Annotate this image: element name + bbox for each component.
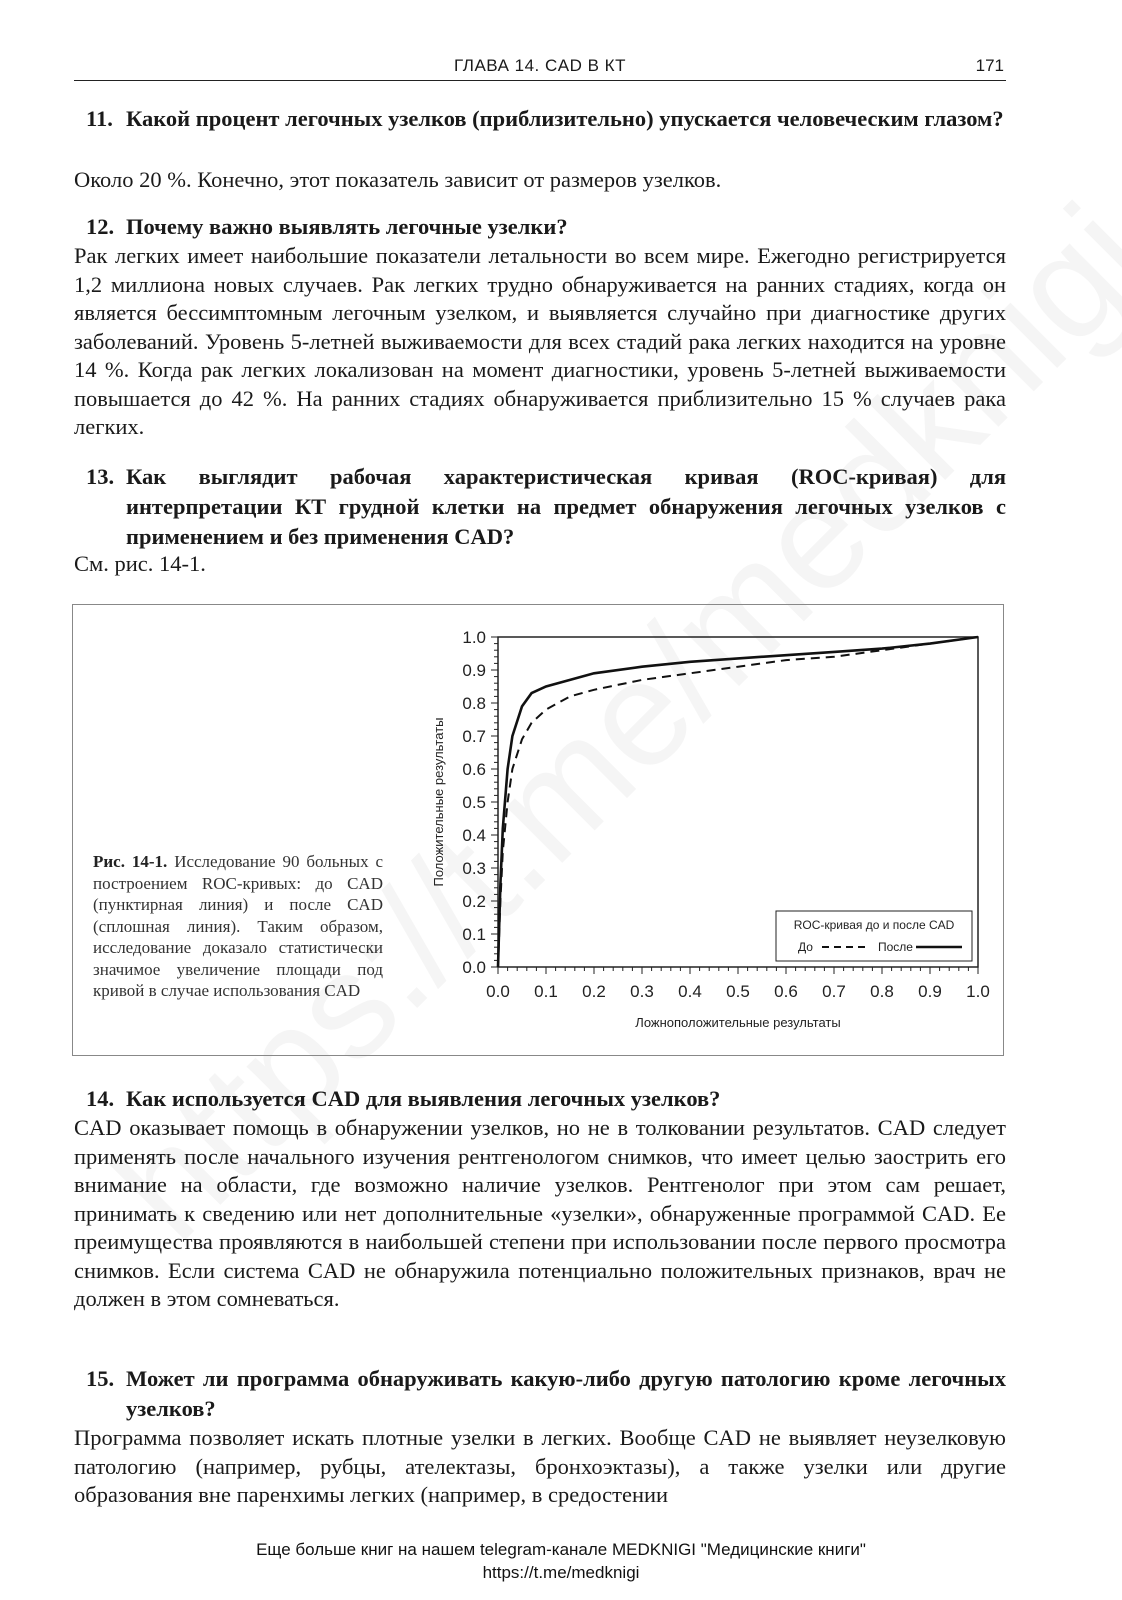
- x-tick-label: 0.2: [582, 982, 606, 1001]
- y-tick-label: 0.0: [462, 958, 486, 977]
- caption-label: Рис. 14-1.: [93, 852, 168, 871]
- figure-14-1: [72, 604, 1004, 1056]
- question-title: Какой процент легочных узелков (приблизительно) упускается человеческим глазом?: [126, 106, 1004, 131]
- x-tick-label: 0.5: [726, 982, 750, 1001]
- question-title: Почему важно выявлять легочные узелки?: [126, 214, 568, 239]
- footer-link[interactable]: https://t.me/medknigi: [482, 1563, 640, 1582]
- y-tick-label: 0.9: [462, 661, 486, 680]
- x-tick-label: 0.9: [918, 982, 942, 1001]
- x-tick-label: 0.1: [534, 982, 558, 1001]
- y-axis-label: Положительные результаты: [431, 717, 446, 887]
- answer-11: Около 20 %. Конечно, этот показатель зависит от размеров узелков.: [74, 167, 722, 192]
- roc-chart: [423, 615, 993, 1045]
- y-tick-label: 0.2: [462, 892, 486, 911]
- answer-13: См. рис. 14-1.: [74, 551, 206, 576]
- question-15: [74, 1364, 1006, 1424]
- x-tick-label: 0.7: [822, 982, 846, 1001]
- answer-15: Программа позволяет искать плотные узелки в легких. Вообще CAD не выявляет неузелковую патологию (например, рубцы, ателектазы, бронхоэктазы), а также узелки или другие образования вне паренхимы легких (например, в средостении: [74, 1425, 1006, 1507]
- question-11: [74, 104, 1006, 134]
- answer-12: Рак легких имеет наибольшие показатели летальности во всем мире. Ежегодно регистрируется 1,2 миллиона новых случаев. Рак легких трудно обнаруживается на ранних стадиях, когда он является бессимптомным легочным узелком, и выявляется случайно при диагностике других заболеваний. Уровень 5-летней выживаемости для всех стадий рака легких находится на уровне 14 %. Когда рак легких локализован на момент диагностики, уровень 5-летней выживаемости повышается до 42 %. На ранних стадиях обнаруживается приблизительно 15 % случаев рака легких.: [74, 243, 1006, 439]
- question-title: Как выглядит рабочая характеристическая кривая (ROC-кривая) для интерпретации КТ грудной клетки на предмет обнаружения легочных узелков с применением и без применения CAD?: [126, 464, 1006, 549]
- question-title: Как используется CAD для выявления легочных узелков?: [126, 1086, 721, 1111]
- legend-title: ROC-кривая до и после CAD: [793, 918, 955, 932]
- x-tick-label: 0.4: [678, 982, 702, 1001]
- footer-line-1: Еще больше книг на нашем telegram-канале MEDKNIGI "Медицинские книги": [256, 1540, 866, 1559]
- figure-caption: [93, 851, 383, 1002]
- x-tick-label: 1.0: [966, 982, 990, 1001]
- y-tick-label: 0.8: [462, 694, 486, 713]
- page-number: 171: [975, 56, 1004, 75]
- page-header: [74, 56, 1006, 81]
- x-axis-label: Ложноположительные результаты: [635, 1015, 841, 1030]
- chapter-title: ГЛАВА 14. CAD В КТ: [454, 56, 626, 75]
- x-tick-label: 0.8: [870, 982, 894, 1001]
- answer-14: CAD оказывает помощь в обнаружении узелков, но не в толковании результатов. CAD следует применять после начального изучения рентгенологом снимков, что имеет целью заострить его внимание на области, где возможно наличие узелков. Рентгенолог при этом сам решает, принимать к сведению или нет дополнительные «узелки», обнаруженные программой CAD. Ее преимущества проявляются в наибольшей степени при использовании после первого просмотра снимков. Если система CAD не обнаружила потенциально положительных признаков, врач не должен в этом сомневаться.: [74, 1115, 1006, 1311]
- x-tick-label: 0.3: [630, 982, 654, 1001]
- x-tick-label: 0.0: [486, 982, 510, 1001]
- question-title: Может ли программа обнаруживать какую-либо другую патологию кроме легочных узелков?: [126, 1366, 1006, 1421]
- y-tick-label: 0.5: [462, 793, 486, 812]
- caption-text: Исследование 90 больных с построением ROC-кривых: до CAD (пунктирная линия) и после CAD (сплошная линия). Таким образом, исследование доказало статистически значимое увеличение площади под кривой в случае использования CAD: [93, 852, 384, 1000]
- y-tick-label: 1.0: [462, 628, 486, 647]
- y-tick-label: 0.4: [462, 826, 486, 845]
- y-tick-label: 0.6: [462, 760, 486, 779]
- legend-label-before: До: [798, 940, 813, 954]
- x-tick-label: 0.6: [774, 982, 798, 1001]
- y-tick-label: 0.3: [462, 859, 486, 878]
- question-number: 15.: [86, 1366, 115, 1391]
- question-number: 12.: [86, 214, 115, 239]
- question-14: [74, 1084, 1006, 1114]
- question-13: [74, 462, 1006, 552]
- question-number: 14.: [86, 1086, 115, 1111]
- legend-label-after: После: [878, 940, 913, 954]
- question-number: 13.: [86, 464, 115, 489]
- question-12: [74, 212, 1006, 242]
- y-tick-label: 0.7: [462, 727, 486, 746]
- y-tick-label: 0.1: [462, 925, 486, 944]
- question-number: 11.: [86, 106, 113, 131]
